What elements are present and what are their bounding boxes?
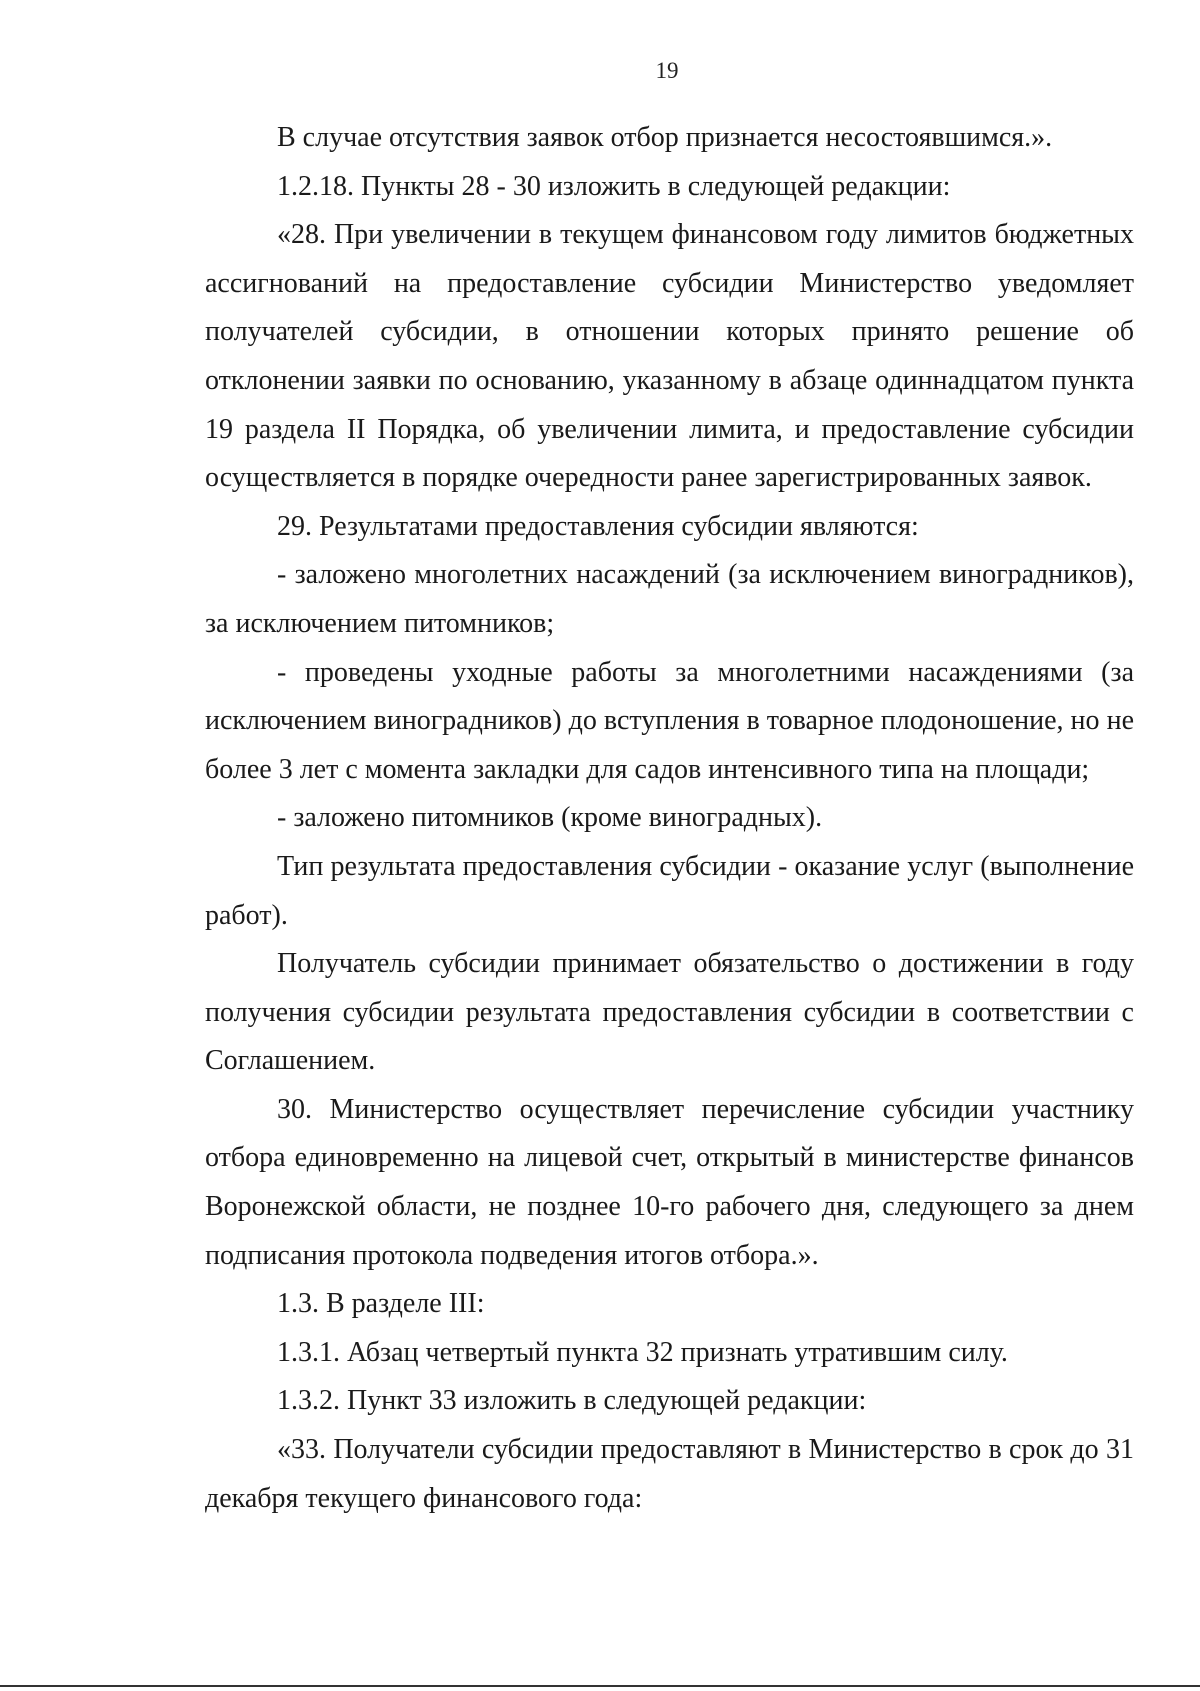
list-item-planted-nurseries: - заложено питомников (кроме виноградных). bbox=[277, 802, 823, 834]
paragraph-1-3: 1.3. В разделе III: bbox=[277, 1288, 485, 1320]
document-body bbox=[205, 114, 1134, 1523]
list-item-planted-perennials: - заложено многолетних насаждений (за исключением виноградников), за исключением питомников; bbox=[205, 559, 1134, 639]
paragraph-item-29: 29. Результатами предоставления субсидии являются: bbox=[277, 510, 919, 542]
paragraph-item-30: 30. Министерство осуществляет перечисление субсидии участнику отбора единовременно на лицевой счет, открытый в министерстве финансов Воронежской области, не позднее 10-го рабочего дня, следующего за днем подписания протокола подведения итогов отбора.». bbox=[205, 1093, 1134, 1271]
paragraph-1-3-1: 1.3.1. Абзац четвертый пункта 32 признать утратившим силу. bbox=[277, 1336, 1008, 1368]
paragraph-1-2-18: 1.2.18. Пункты 28 - 30 изложить в следующей редакции: bbox=[277, 170, 951, 202]
paragraph-result-type: Тип результата предоставления субсидии - оказание услуг (выполнение работ). bbox=[205, 850, 1134, 931]
paragraph-item-28: «28. При увеличении в текущем финансовом году лимитов бюджетных ассигнований на предоставление субсидии Министерство уведомляет получателей субсидии, в отношении которых принято решение об отклонении заявки по основанию, указанному в абзаце одиннадцатом пункта 19 раздела II Порядка, об увеличении лимита, и предоставление субсидии осуществляется в порядке очередности ранее зарегистрированных заявок. bbox=[205, 219, 1134, 494]
list-item-maintenance-works: - проведены уходные работы за многолетними насаждениями (за исключением виноградников) до вступления в товарное плодоношение, но не более 3 лет с момента закладки для садов интенсивного типа на площади; bbox=[205, 656, 1134, 785]
page-number: 19 bbox=[655, 58, 679, 83]
paragraph-1-3-2: 1.3.2. Пункт 33 изложить в следующей редакции: bbox=[277, 1385, 867, 1417]
paragraph-item-33: «33. Получатели субсидии предоставляют в Министерство в срок до 31 декабря текущего финансового года: bbox=[205, 1434, 1134, 1514]
paragraph-no-applications: В случае отсутствия заявок отбор признается несостоявшимся.». bbox=[277, 122, 1053, 153]
bottom-divider bbox=[0, 1685, 1200, 1687]
paragraph-recipient-obligation: Получатель субсидии принимает обязательство о достижении в году получения субсидии результата предоставления субсидии в соответствии с Соглашением. bbox=[205, 948, 1134, 1077]
